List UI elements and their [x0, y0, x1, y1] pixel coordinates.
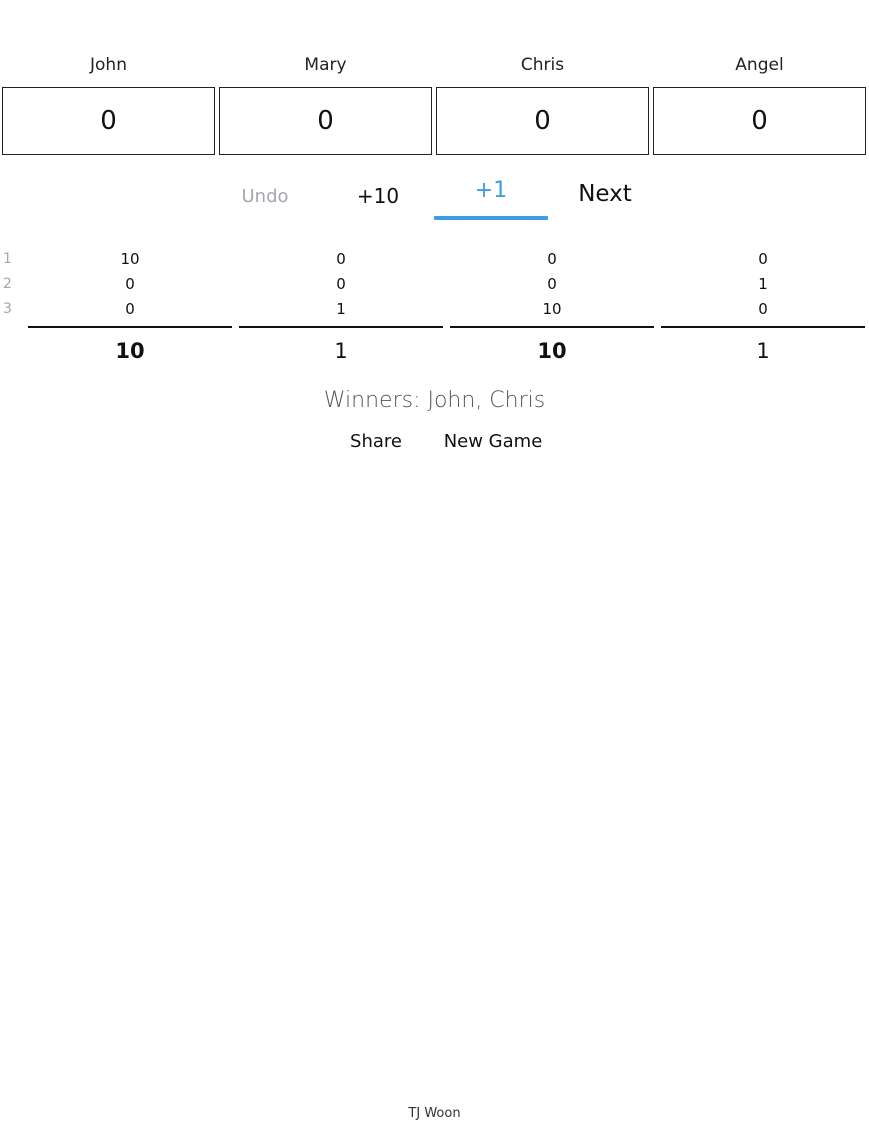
round-score: 0: [336, 250, 346, 268]
player-column-angel: [653, 52, 866, 136]
player-name: Chris: [520, 55, 565, 75]
round-score: 0: [758, 250, 768, 268]
plus-one-active-indicator: [434, 216, 548, 220]
total-score-chris: 10: [537, 339, 567, 363]
plus-ten-button[interactable]: +10: [356, 184, 400, 208]
round-score: 0: [125, 300, 135, 318]
round-score: 0: [547, 275, 557, 293]
total-divider: [450, 326, 654, 328]
new-game-button[interactable]: New Game: [443, 431, 543, 452]
undo-button[interactable]: Undo: [241, 186, 289, 207]
plus-one-button[interactable]: +1: [474, 178, 508, 203]
player-name: John: [90, 55, 127, 75]
score-input-angel[interactable]: 0: [653, 87, 866, 155]
round-score: 0: [336, 275, 346, 293]
round-score: 0: [758, 300, 768, 318]
round-score: 0: [547, 250, 557, 268]
total-divider: [239, 326, 443, 328]
player-column-chris: [436, 52, 649, 136]
score-controls: [0, 170, 869, 226]
history-row: [0, 273, 869, 298]
game-actions: [0, 428, 869, 456]
share-button[interactable]: Share: [350, 431, 402, 452]
round-score: 10: [542, 300, 562, 318]
total-score-john: 10: [115, 339, 145, 363]
player-name: Angel: [735, 55, 784, 75]
round-history: [0, 248, 869, 323]
score-input-john[interactable]: 0: [2, 87, 215, 155]
score-input-chris[interactable]: 0: [436, 87, 649, 155]
round-score: 0: [125, 275, 135, 293]
history-row: [0, 248, 869, 273]
total-score-mary: 1: [334, 339, 348, 363]
score-input-mary[interactable]: 0: [219, 87, 432, 155]
player-name: Mary: [304, 55, 347, 75]
round-score: 1: [336, 300, 346, 318]
winners-text: Winners: John, Chris: [323, 388, 546, 413]
round-number: 1: [3, 251, 12, 267]
round-number: 3: [3, 301, 12, 317]
total-divider: [28, 326, 232, 328]
total-score-angel: 1: [756, 339, 770, 363]
history-row: [0, 298, 869, 323]
next-button[interactable]: Next: [578, 181, 632, 207]
round-number: 2: [3, 276, 12, 292]
player-column-john: [2, 52, 215, 136]
player-column-mary: [219, 52, 432, 136]
footer-credit: TJ Woon: [408, 1106, 461, 1121]
round-score: 1: [758, 275, 768, 293]
total-divider: [661, 326, 865, 328]
round-score: 10: [120, 250, 140, 268]
